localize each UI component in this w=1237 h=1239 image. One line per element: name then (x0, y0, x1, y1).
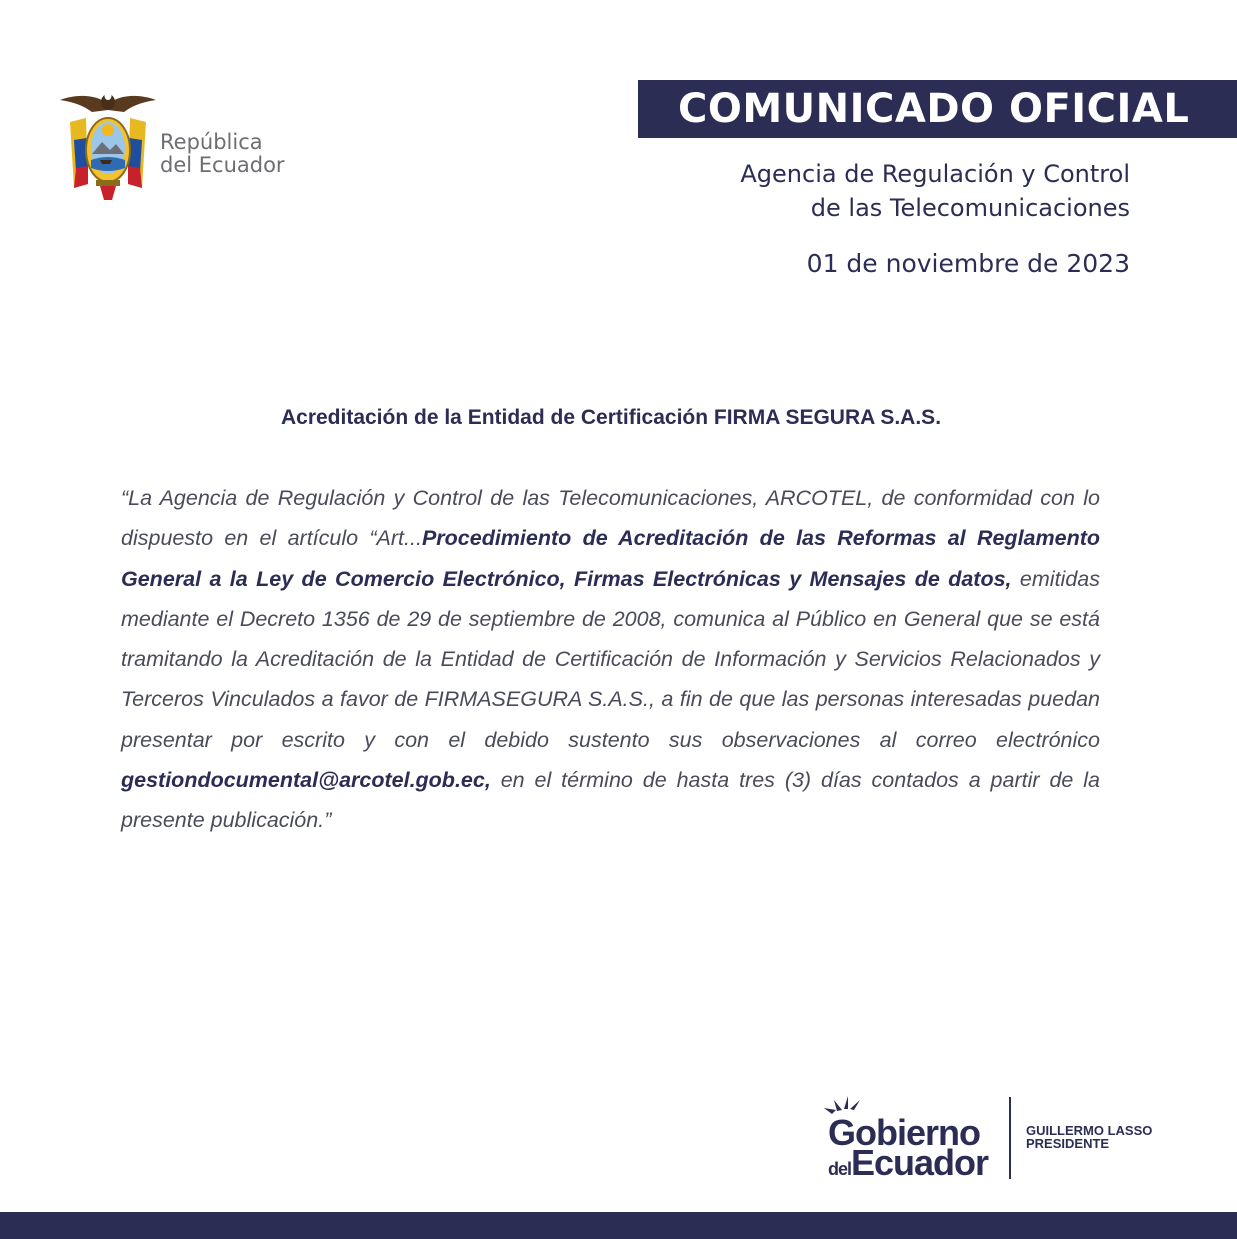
republica-label (160, 131, 285, 177)
agency-line1: Agencia de Regulación y Control (740, 160, 1130, 188)
del-ecuador-wordmark (828, 1143, 988, 1191)
footer-divider (1009, 1097, 1011, 1179)
republica-line2: del Ecuador (160, 153, 285, 177)
gobierno-wordmark: Gobierno (828, 1112, 980, 1153)
footer-bar (0, 1212, 1237, 1239)
comunicado-banner: COMUNICADO OFICIAL (638, 80, 1237, 138)
body-regulation-name: Procedimiento de Acreditación de las Reformas al Reglamento General a la Ley de Comercio Electrónico, Firmas Electrónicas y Mensajes de datos, (121, 526, 1100, 591)
agency-name (740, 157, 1130, 225)
publication-date: 01 de noviembre de 2023 (806, 249, 1130, 278)
body-email: gestiondocumental@arcotel.gob.ec, (121, 768, 491, 793)
agency-line2: de las Telecomunicaciones (810, 194, 1130, 222)
coat-of-arms-emblem (56, 88, 160, 204)
announcement-title: Acreditación de la Entidad de Certificación FIRMA SEGURA S.A.S. (280, 406, 942, 429)
body-middle: emitidas mediante el Decreto 1356 de 29 de septiembre de 2008, comunica al Público en General que se está tramitando la Acreditación de la Entidad de Certificación de Información y Servicios Relacionados y Terceros Vinculados a favor de FIRMASEGURA S.A.S., a fin de que las personas interesadas puedan presentar por escrito y con el debido sustento sus observaciones al correo electrónico (121, 566, 1100, 752)
president-title: PRESIDENTE (1026, 1136, 1110, 1151)
body-end: en el término de hasta tres (3) días contados a partir de la presente publicación.” (121, 768, 1100, 833)
announcement-body (121, 478, 1100, 841)
gob-del: del (828, 1159, 852, 1179)
body-intro: “La Agencia de Regulación y Control de las Telecomunicaciones, ARCOTEL, de conformidad con lo dispuesto en el artículo “Art... (121, 486, 1100, 551)
republica-line1: República (160, 130, 263, 154)
gob-ecuador: Ecuador (851, 1142, 989, 1183)
president-name: GUILLERMO LASSO (1026, 1123, 1153, 1138)
